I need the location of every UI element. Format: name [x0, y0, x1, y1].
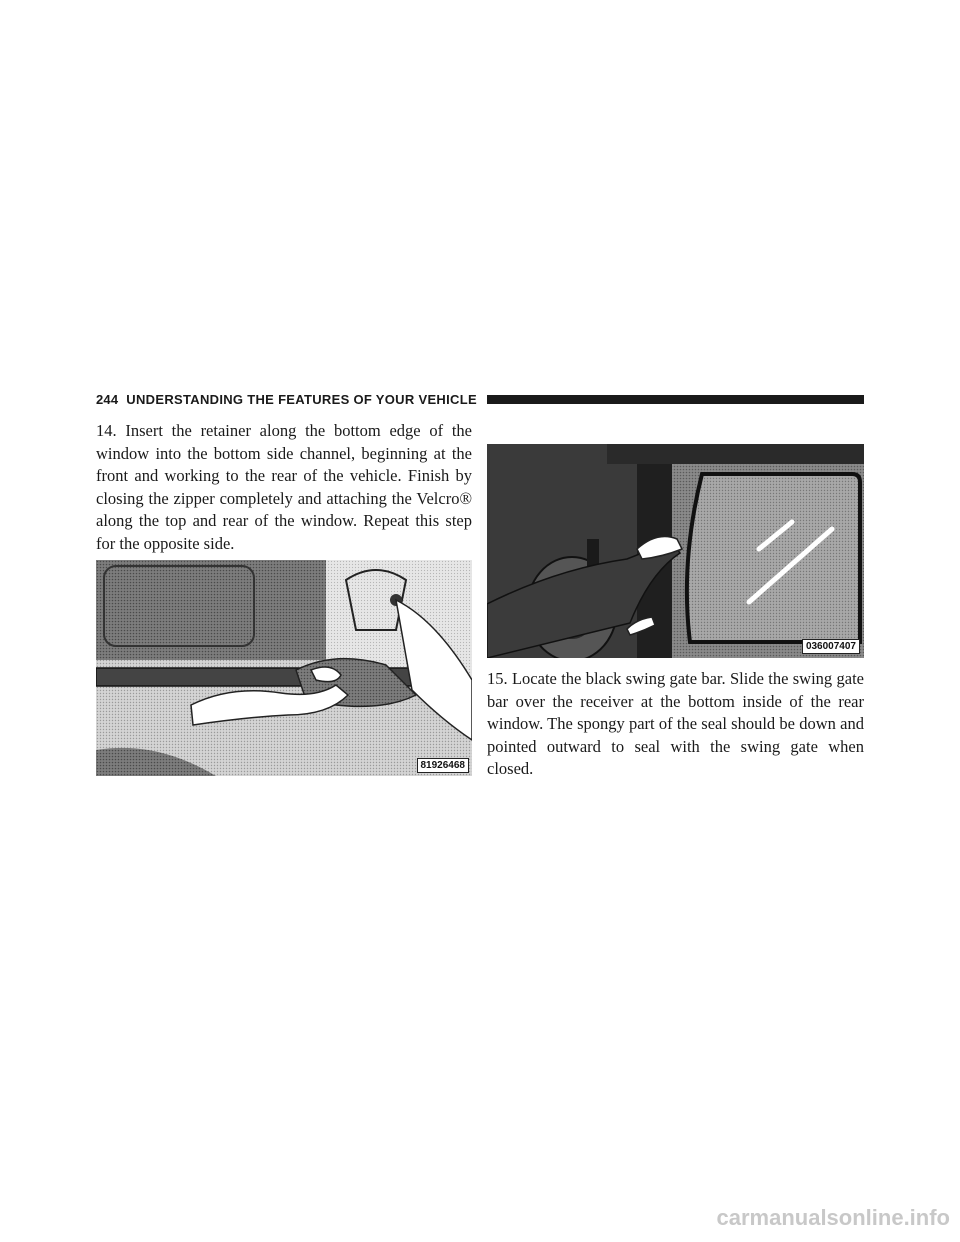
figure-swing-gate-bar [487, 444, 864, 658]
swing-gate-illustration [487, 444, 864, 658]
figure-retainer-insertion [96, 560, 472, 776]
section-title: UNDERSTANDING THE FEATURES OF YOUR VEHICLE [126, 391, 477, 407]
step-14-text: 14. Insert the retainer along the bottom edge of the window into the bottom side channel, beginning at the front and working to the rear of the vehicle. Finish by closing the zipper completely and attaching the Velcro® along the top and rear of the window. Repeat this step for the opposite side. [96, 421, 472, 553]
step-15-text: 15. Locate the black swing gate bar. Slide the swing gate bar over the receiver at the bottom inside of the rear window. The spongy part of the seal should be down and pointed outward to seal with the swing gate when closed. [487, 669, 864, 778]
retainer-illustration [96, 560, 472, 776]
watermark: carmanualsonline.info [716, 1205, 950, 1230]
page-header [96, 390, 864, 408]
figure-id-label: 036007407 [802, 639, 860, 654]
page-number: 244 [96, 391, 119, 407]
header-rule [487, 395, 864, 404]
figure-id-label: 81926468 [417, 758, 470, 773]
